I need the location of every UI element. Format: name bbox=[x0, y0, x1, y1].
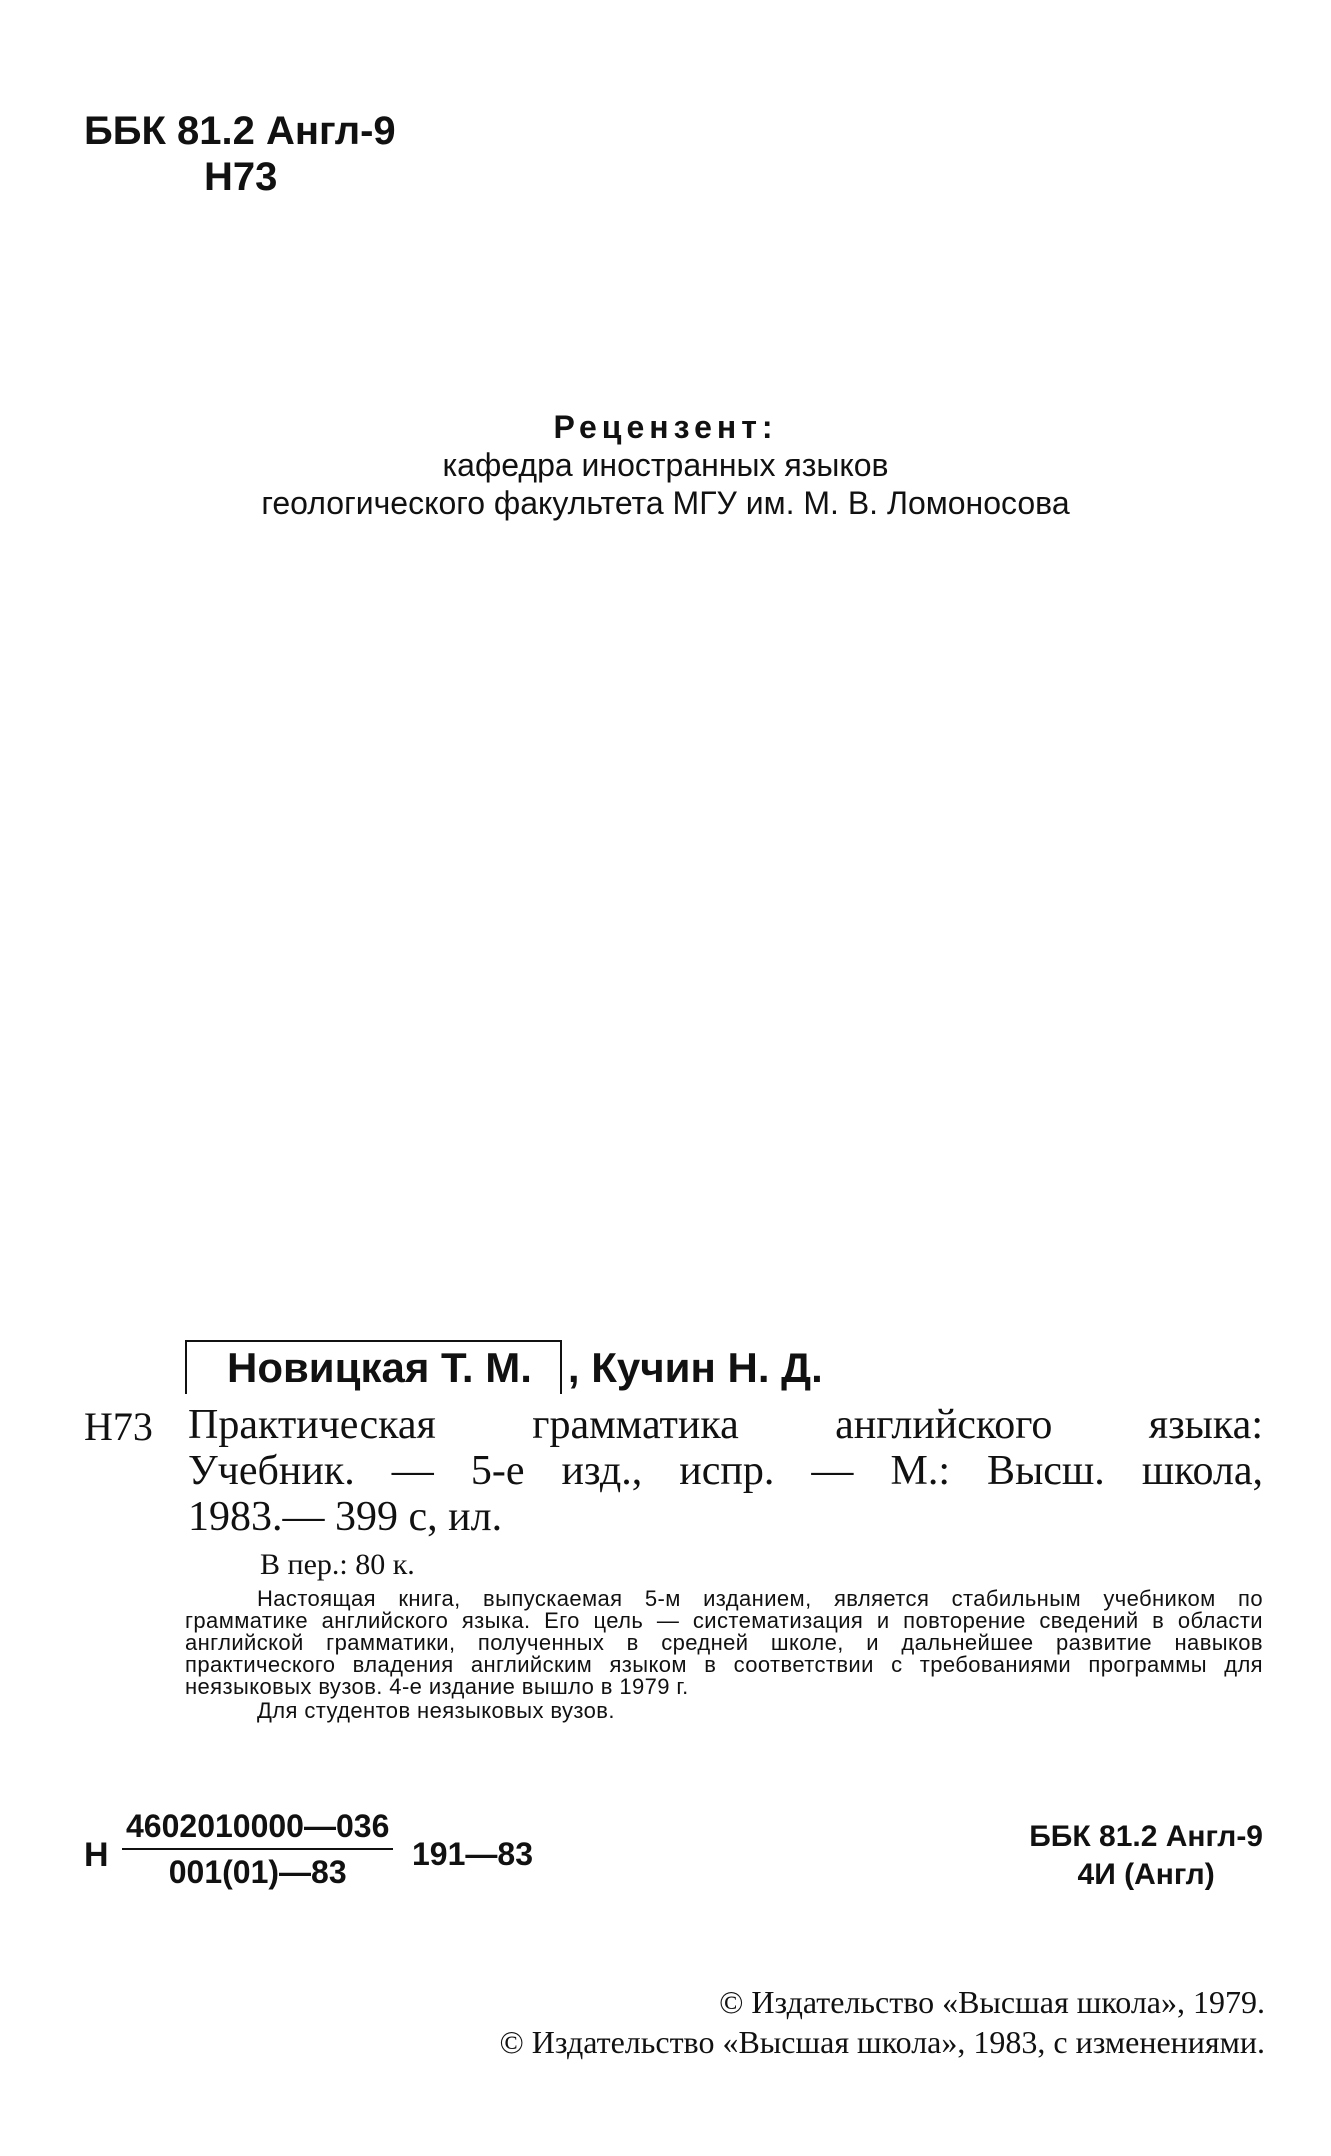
bbk-code-bottom: ББК 81.2 Англ-9 bbox=[1029, 1820, 1263, 1853]
author-cipher-side: Н73 bbox=[84, 1404, 153, 1449]
reviewer-line-2: геологического факультета МГУ им. М. В. Ломоносова bbox=[261, 485, 1070, 521]
other-authors: , Кучин Н. Д. bbox=[567, 1344, 823, 1391]
code-letter: Н bbox=[84, 1836, 109, 1874]
annotation-audience: Для студентов неязыковых вузов. bbox=[257, 1698, 615, 1723]
bbk-classification-bottom bbox=[1029, 1818, 1263, 1894]
description-line-3: 1983.— 399 с, ил. bbox=[188, 1494, 503, 1540]
bibliographic-description bbox=[188, 1402, 1263, 1540]
code-fraction bbox=[122, 1808, 393, 1890]
description-line-1: Практическая грамматика английского языка: bbox=[188, 1402, 1263, 1448]
copyright-line-1: © Издательство «Высшая школа», 1979. bbox=[719, 1984, 1265, 2020]
author-cipher-top: Н73 bbox=[204, 155, 278, 199]
reviewer-line-1: кафедра иностранных языков bbox=[442, 447, 889, 483]
reviewer-block bbox=[0, 408, 1331, 522]
bbk-subject-bottom: 4И (Англ) bbox=[1077, 1858, 1215, 1891]
bbk-code-top: ББК 81.2 Англ-9 bbox=[84, 109, 396, 153]
code-numerator: 4602010000—036 bbox=[122, 1808, 393, 1850]
annotation bbox=[185, 1588, 1263, 1722]
reviewer-label: Рецензент: bbox=[553, 409, 778, 445]
copyright-block bbox=[499, 1982, 1265, 2062]
code-suffix: 191—83 bbox=[412, 1836, 533, 1872]
first-author-box: Новицкая Т. М. bbox=[185, 1340, 562, 1394]
price: В пер.: 80 к. bbox=[260, 1548, 415, 1581]
bbk-classification-top bbox=[84, 108, 396, 200]
copyright-line-2: © Издательство «Высшая школа», 1983, с изменениями. bbox=[499, 2024, 1265, 2060]
code-denominator: 001(01)—83 bbox=[168, 1854, 347, 1890]
authors-line bbox=[185, 1340, 823, 1394]
description-line-2: Учебник. — 5-е изд., испр. — М.: Высш. школа, bbox=[188, 1448, 1263, 1494]
annotation-text: Настоящая книга, выпускаемая 5-м изданием, является стабильным учебником по грамматике английского языка. Его цель — систематизация и повторение сведений в области английской грамматики, полученных в средней школе, и дальнейшее развитие навыков практического владения английским языком в соответствии с требованиями программы для неязыковых вузов. 4-е издание вышло в 1979 г. bbox=[185, 1586, 1263, 1699]
